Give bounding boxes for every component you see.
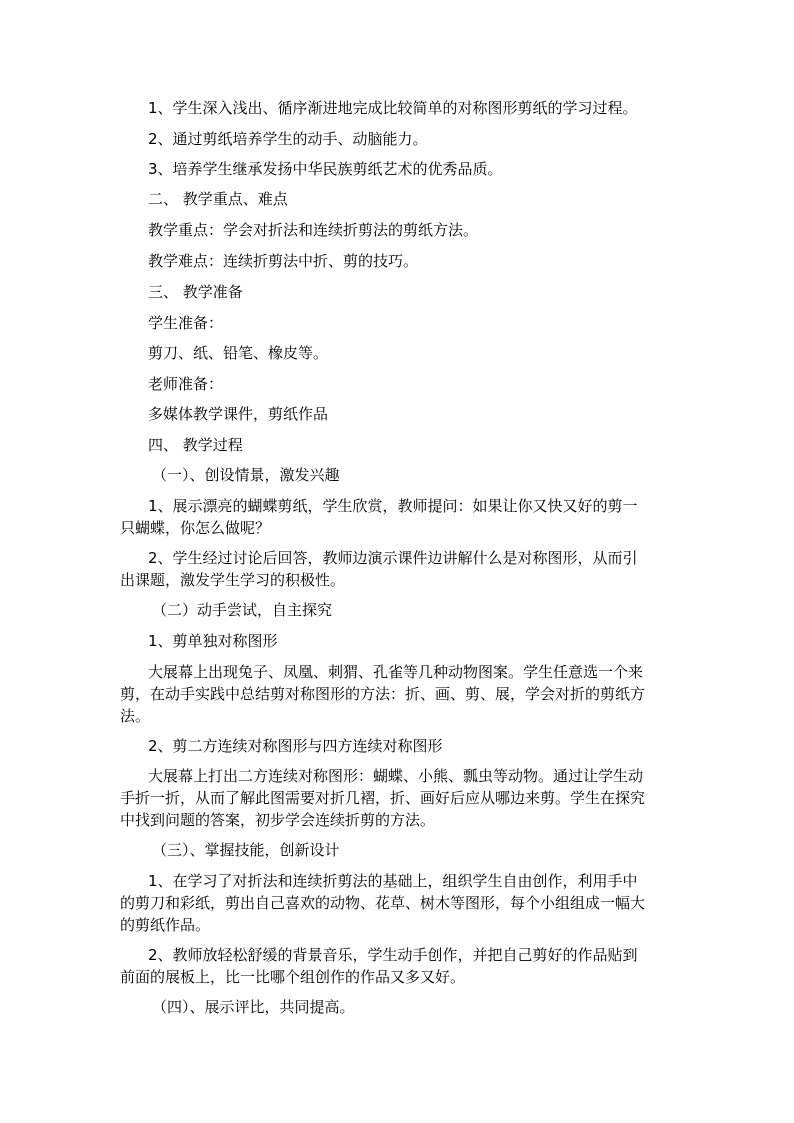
objective-1: 1、学生深入浅出、循序渐进地完成比较简单的对称图形剪纸的学习过程。 [148, 99, 638, 117]
part-3-paragraph-2-line-2: 前面的展板上，比一比哪个组创作的作品又多又好。 [120, 968, 466, 986]
part-3-paragraph-1-line-3: 的剪纸作品。 [120, 916, 211, 934]
part-4-title: （四）、展示评比，共同提高。 [152, 998, 355, 1016]
part-1-paragraph-2-line-1: 2、学生经过讨论后回答，教师边演示课件边讲解什么是对称图形，从而引 [148, 549, 638, 567]
part-2-sub-1-title: 1、剪单独对称图形 [148, 632, 278, 650]
part-3-title: （三）、掌握技能，创新设计 [152, 841, 340, 859]
part-2-sub-2-title: 2、剪二方连续对称图形与四方连续对称图形 [148, 737, 443, 755]
teacher-prep-label: 老师准备： [148, 375, 224, 393]
teacher-prep-items: 多媒体教学课件，剪纸作品 [148, 405, 329, 423]
objective-3: 3、培养学生继承发扬中华民族剪纸艺术的优秀品质。 [148, 160, 503, 178]
part-2-sub-1-line-2: 剪，在动手实践中总结剪对称图形的方法：折、画、剪、展，学会对折的剪纸方 [120, 685, 646, 703]
part-3-paragraph-1-line-1: 1、在学习了对折法和连续折剪法的基础上，组织学生自由创作，利用手中 [148, 872, 638, 890]
part-1-title: （一）、创设情景，激发兴趣 [152, 466, 340, 484]
section-2-heading: 二、 教学重点、难点 [148, 190, 288, 208]
part-2-sub-2-line-3: 中找到问题的答案，初步学会连续折剪的方法。 [120, 811, 436, 829]
part-1-paragraph-1-line-2: 只蝴蝶，你怎么做呢？ [120, 519, 271, 537]
part-2-sub-1-line-1: 大展幕上出现兔子、凤凰、刺猬、孔雀等几种动物图案。学生任意选一个来 [148, 663, 644, 681]
difficulty: 教学难点：连续折剪法中折、剪的技巧。 [148, 252, 419, 270]
part-2-sub-2-line-2: 手折一折，从而了解此图需要对折几褶，折、画好后应从哪边来剪。学生在探究 [120, 789, 646, 807]
section-3-heading: 三、 教学准备 [148, 283, 243, 301]
part-2-title: （二）动手尝试，自主探究 [152, 601, 333, 619]
part-2-sub-2-line-1: 大展幕上打出二方连续对称图形：蝴蝶、小熊、瓢虫等动物。通过让学生动 [148, 767, 644, 785]
part-1-paragraph-2-line-2: 出课题，激发学生学习的积极性。 [120, 571, 346, 589]
part-1-paragraph-1-line-1: 1、展示漂亮的蝴蝶剪纸，学生欣赏，教师提问：如果让你又快又好的剪一 [148, 497, 638, 515]
part-3-paragraph-2-line-1: 2、教师放轻松舒缓的背景音乐，学生动手创作，并把自己剪好的作品贴到 [148, 946, 638, 964]
part-2-sub-1-line-3: 法。 [120, 707, 151, 725]
key-point: 教学重点：学会对折法和连续折剪法的剪纸方法。 [148, 221, 479, 239]
student-prep-items: 剪刀、纸、铅笔、橡皮等。 [148, 344, 329, 362]
section-4-heading: 四、 教学过程 [148, 436, 243, 454]
objective-2: 2、通过剪纸培养学生的动手、动脑能力。 [148, 130, 428, 148]
part-3-paragraph-1-line-2: 的剪刀和彩纸，剪出自己喜欢的动物、花草、树木等图形，每个小组组成一幅大 [120, 894, 646, 912]
student-prep-label: 学生准备： [148, 314, 224, 332]
